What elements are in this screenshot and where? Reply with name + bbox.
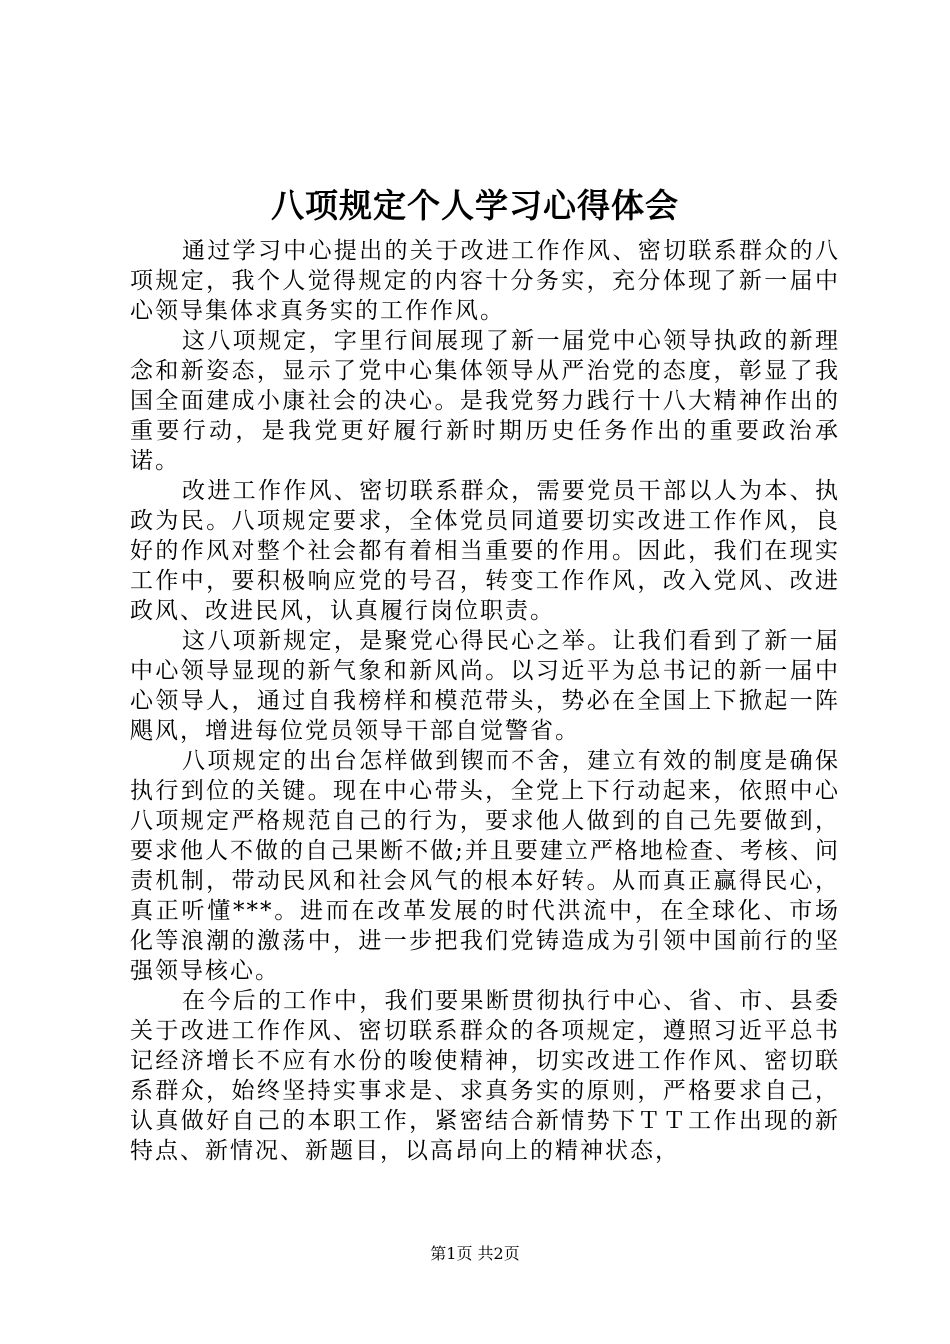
paragraph-1: 通过学习中心提出的关于改进工作作风、密切联系群众的八项规定，我个人觉得规定的内容十分务实，充分体现了新一届中心领导集体求真务实的工作作风。 [130,238,840,324]
paragraph-2: 这八项规定，字里行间展现了新一届党中心领导执政的新理念和新姿态，显示了党中心集体领导从严治党的态度，彰显了我国全面建成小康社会的决心。是我党努力践行十八大精神作出的重要行动，是我党更好履行新时期历史任务作出的重要政治承诺。 [130,328,840,474]
paragraph-5: 八项规定的出台怎样做到锲而不舍，建立有效的制度是确保执行到位的关键。现在中心带头，全党上下行动起来，依照中心八项规定严格规范自己的行为，要求他人做到的自己先要做到，要求他人不做的自己果断不做;并且要建立严格地检查、考核、问责机制，带动民风和社会风气的根本好转。从而真正赢得民心，真正听懂***。进而在改革发展的时代洪流中，在全球化、市场化等浪潮的激荡中，进一步把我们党铸造成为引领中国前行的坚强领导核心。 [130,748,840,984]
paragraph-3: 改进工作作风、密切联系群众，需要党员干部以人为本、执政为民。八项规定要求，全体党员同道要切实改进工作作风，良好的作风对整个社会都有着相当重要的作用。因此，我们在现实工作中，要积极响应党的号召，转变工作作风，改入党风、改进政风、改进民风，认真履行岗位职责。 [130,478,840,624]
document-title: 八项规定个人学习心得体会 [271,186,679,225]
document-body [130,236,840,1166]
page-number-footer: 第1页 共2页 [430,1244,520,1263]
paragraph-6: 在今后的工作中，我们要果断贯彻执行中心、省、市、县委关于改进工作作风、密切联系群众的各项规定，遵照习近平总书记经济增长不应有水份的唆使精神，切实改进工作作风、密切联系群众，始终坚持实事求是、求真务实的原则，严格要求自己，认真做好自己的本职工作，紧密结合新情势下ＴＴ工作出现的新特点、新情况、新题目，以高昂向上的精神状态， [130,988,840,1164]
paragraph-4: 这八项新规定，是聚党心得民心之举。让我们看到了新一届中心领导显现的新气象和新风尚。以习近平为总书记的新一届中心领导人，通过自我榜样和模范带头，势必在全国上下掀起一阵飓风，增进每位党员领导干部自觉警省。 [130,628,840,744]
